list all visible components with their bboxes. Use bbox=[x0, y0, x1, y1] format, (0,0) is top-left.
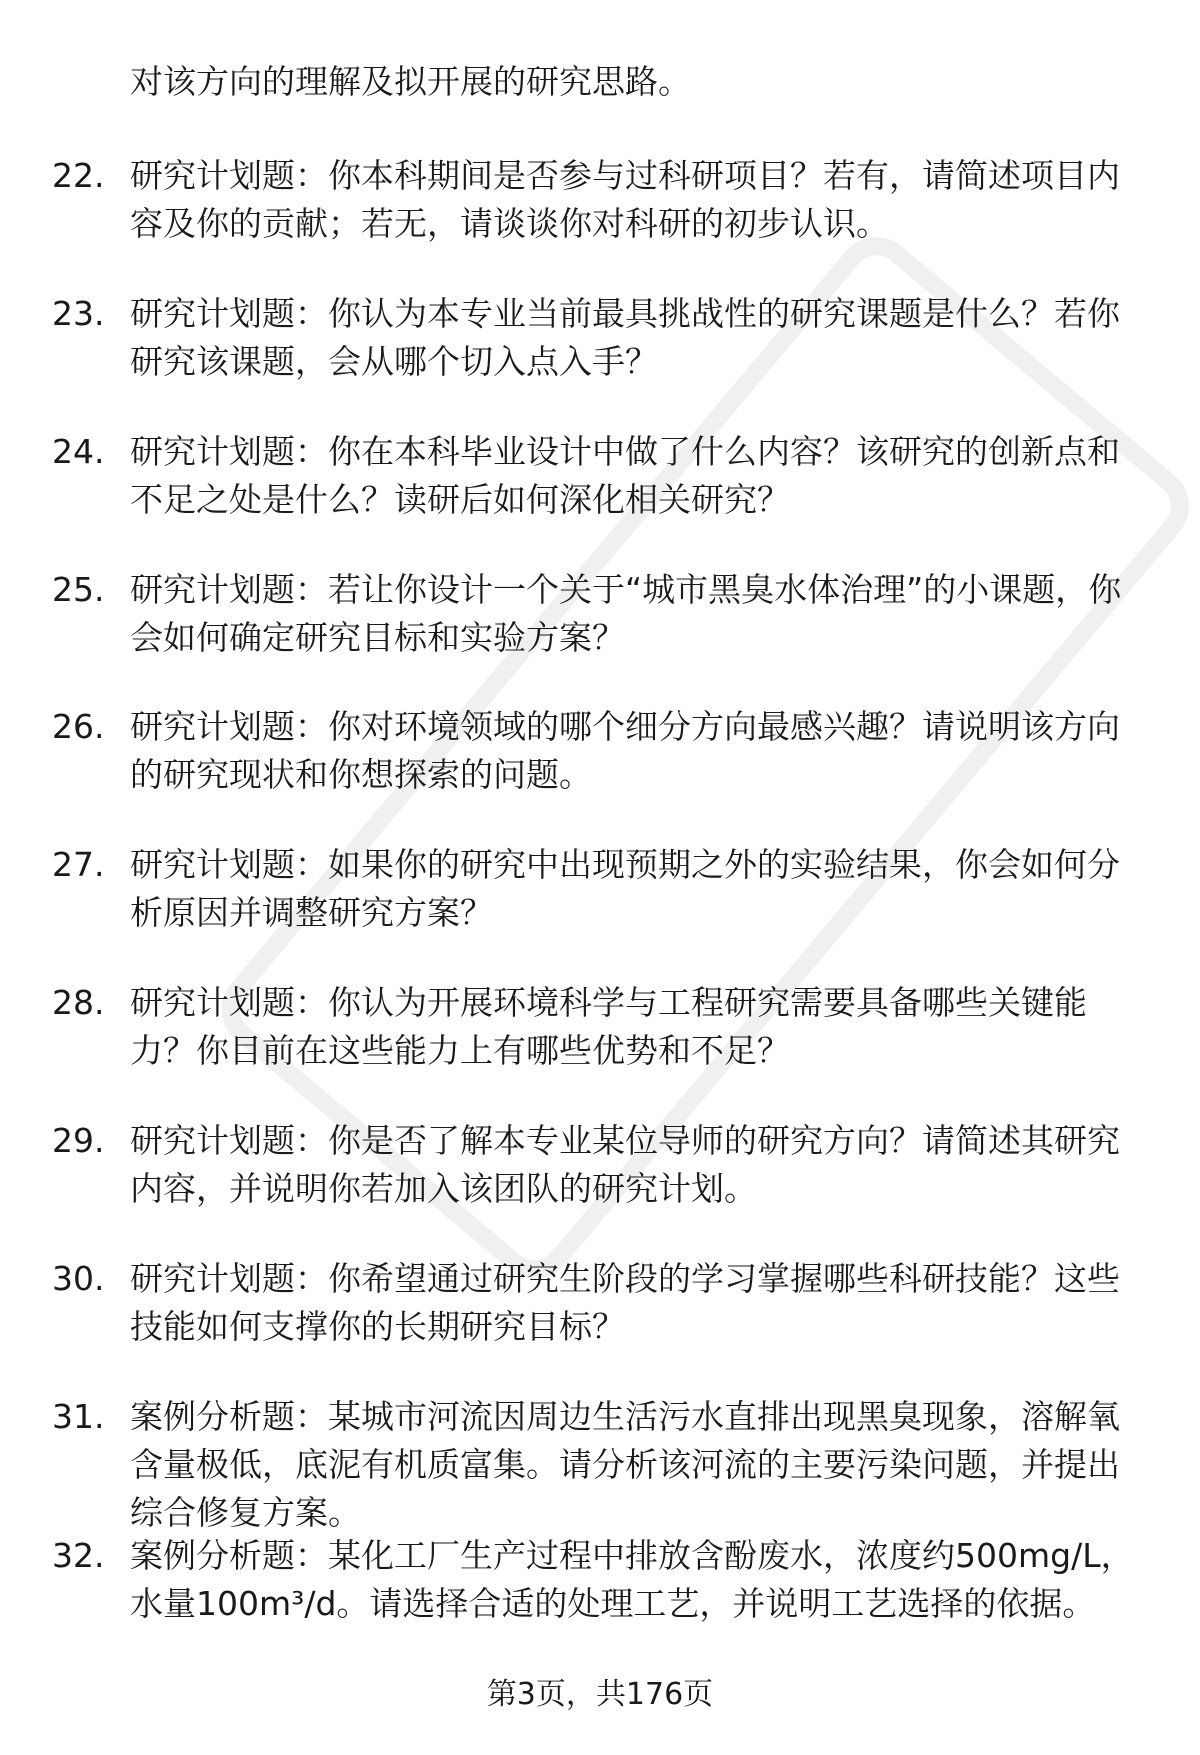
question-text: 案例分析题：某化工厂生产过程中排放含酚废水，浓度约500mg/L，水量100m³/d。请选择合适的处理工艺，并说明工艺选择的依据。 bbox=[130, 1536, 1134, 1623]
question-number: 28. bbox=[52, 983, 105, 1022]
question-text: 研究计划题：你认为本专业当前最具挑战性的研究课题是什么？若你研究该课题，会从哪个切入点入手？ bbox=[130, 294, 1120, 381]
question-text: 研究计划题：你本科期间是否参与过科研项目？若有，请简述项目内容及你的贡献；若无，请谈谈你对科研的初步认识。 bbox=[130, 156, 1120, 243]
question-number: 24. bbox=[52, 432, 105, 471]
question-number: 25. bbox=[52, 570, 105, 609]
continuation-text: 对该方向的理解及拟开展的研究思路。 bbox=[130, 62, 691, 101]
question-text: 研究计划题：你希望通过研究生阶段的学习掌握哪些科研技能？这些技能如何支撑你的长期研究目标？ bbox=[130, 1259, 1120, 1346]
question-text: 研究计划题：你在本科毕业设计中做了什么内容？该研究的创新点和不足之处是什么？读研后如何深化相关研究？ bbox=[130, 432, 1120, 519]
question-number: 27. bbox=[52, 845, 105, 884]
question-number: 23. bbox=[52, 294, 105, 333]
question-number: 31. bbox=[52, 1397, 105, 1436]
question-number: 30. bbox=[52, 1259, 105, 1298]
question-text: 研究计划题：若让你设计一个关于“城市黑臭水体治理”的小课题，你会如何确定研究目标和实验方案？ bbox=[130, 570, 1122, 657]
question-text: 案例分析题：某城市河流因周边生活污水直排出现黑臭现象，溶解氧含量极低，底泥有机质富集。请分析该河流的主要污染问题，并提出综合修复方案。 bbox=[130, 1397, 1120, 1532]
question-number: 32. bbox=[52, 1536, 105, 1575]
page-footer: 第3页，共176页 bbox=[486, 1677, 714, 1712]
question-number: 26. bbox=[52, 707, 105, 746]
question-text: 研究计划题：如果你的研究中出现预期之外的实验结果，你会如何分析原因并调整研究方案？ bbox=[130, 845, 1120, 932]
question-number: 22. bbox=[52, 156, 105, 195]
question-text: 研究计划题：你对环境领域的哪个细分方向最感兴趣？请说明该方向的研究现状和你想探索的问题。 bbox=[130, 707, 1120, 794]
question-number: 29. bbox=[52, 1121, 105, 1160]
question-text: 研究计划题：你认为开展环境科学与工程研究需要具备哪些关键能力？你目前在这些能力上有哪些优势和不足？ bbox=[130, 983, 1087, 1070]
question-text: 研究计划题：你是否了解本专业某位导师的研究方向？请简述其研究内容，并说明你若加入该团队的研究计划。 bbox=[130, 1121, 1120, 1208]
